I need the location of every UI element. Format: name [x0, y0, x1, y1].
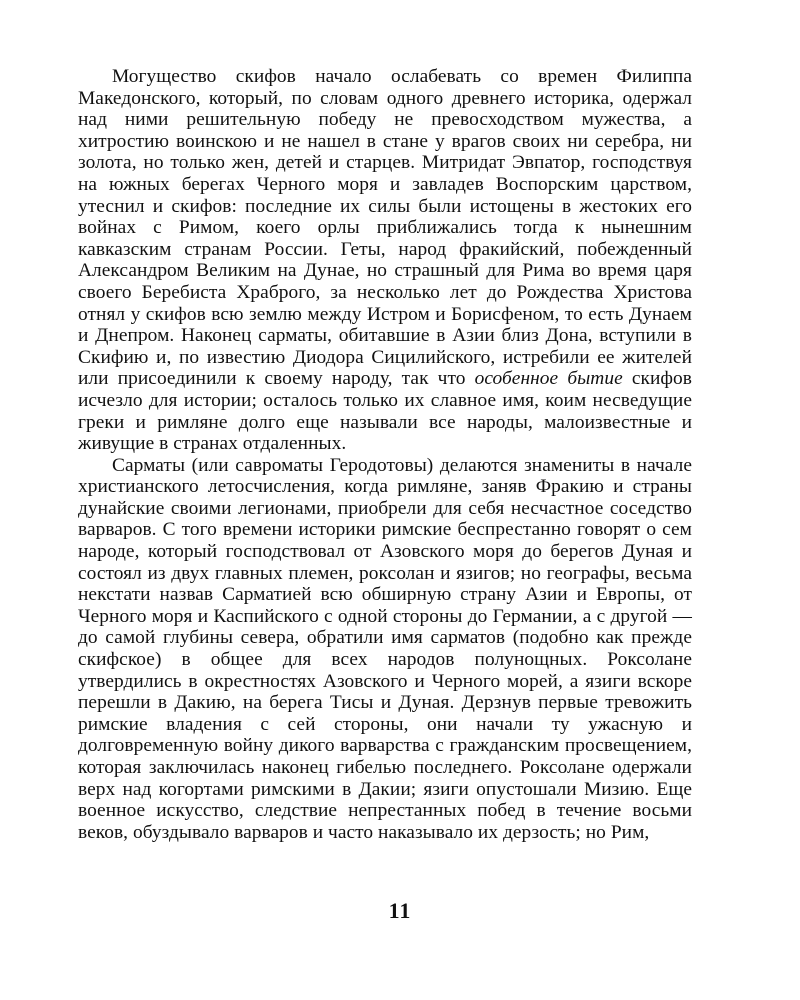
page-number: 11 — [388, 898, 412, 923]
paragraph-1-emphasis: особенное бытие — [474, 368, 623, 390]
paragraph-1-text-after: скифов исчезло для истории; осталось только их славное имя, коим несведущие греки и римляне долго еще называли все народы, малоизвестные и живущие в странах отдаленных. — [78, 368, 692, 455]
paragraph-sarmatians: Сарматы (или савроматы Геродотовы) делаются знамениты в начале христианского летосчисления, когда римляне, заняв Фракию и страны дунайские своими легионами, приобрели для себя несчастное соседство варваров. С того времени историки римские беспрестанно говорят о сем народе, который господствовал от Азовского моря до берегов Дуная и состоял из двух главных племен, роксолан и язигов; но географы, весьма некстати назвав Сарматией всю обширную страну Азии и Европы, от Черного моря и Каспийского с одной стороны до Германии, а с другой — до самой глубины севера, обратили имя сарматов (подобно как прежде скифское) в общее для всех народов полунощных. Роксолане утвердились в окрестностях Азовского и Черного морей, а язиги вскоре перешли в Дакию, на берега Тисы и Дуная. Дерзнув первые тревожить римские владения с сей стороны, они начали ту ужасную и долговременную войну дикого варварства с гражданским просвещением, которая заключилась наконец гибелью последнего. Роксолане одержали верх над когортами римскими в Дакии; язиги опустошали Мизию. Еще военное искусство, следствие непрестанных побед в течение восьми веков, обуздывало варваров и часто наказывало их дерзость; но Рим, — [78, 454, 692, 843]
paragraph-scythians — [78, 66, 692, 455]
page-body — [78, 66, 692, 843]
paragraph-1-text-before: Могущество скифов начало ослабевать со времен Филиппа Македонского, который, по словам одного древнего историка, одержал над ними решительную победу не превосходством мужества, а хитростию воинскою и не нашел в стане у врагов своих ни серебра, ни золота, но только жен, детей и старцев. Митридат Эвпатор, господствуя на южных берегах Черного моря и завладев Воспорским царством, утеснил и скифов: последние их силы были истощены в жестоких его войнах с Римом, коего орлы приближались тогда к нынешним кавказским странам России. Геты, народ фракийский, побежденный Александром Великим на Дунае, но страшный для Рима во время царя своего Беребиста Храброго, за несколько лет до Рождества Христова отнял у скифов всю землю между Истром и Борисфеном, то есть Дунаем и Днепром. Наконец сарматы, обитавшие в Азии близ Дона, вступили в Скифию и, по известию Диодора Сицилийского, истребили ее жителей или присоединили к своему народу, так что — [78, 66, 692, 390]
